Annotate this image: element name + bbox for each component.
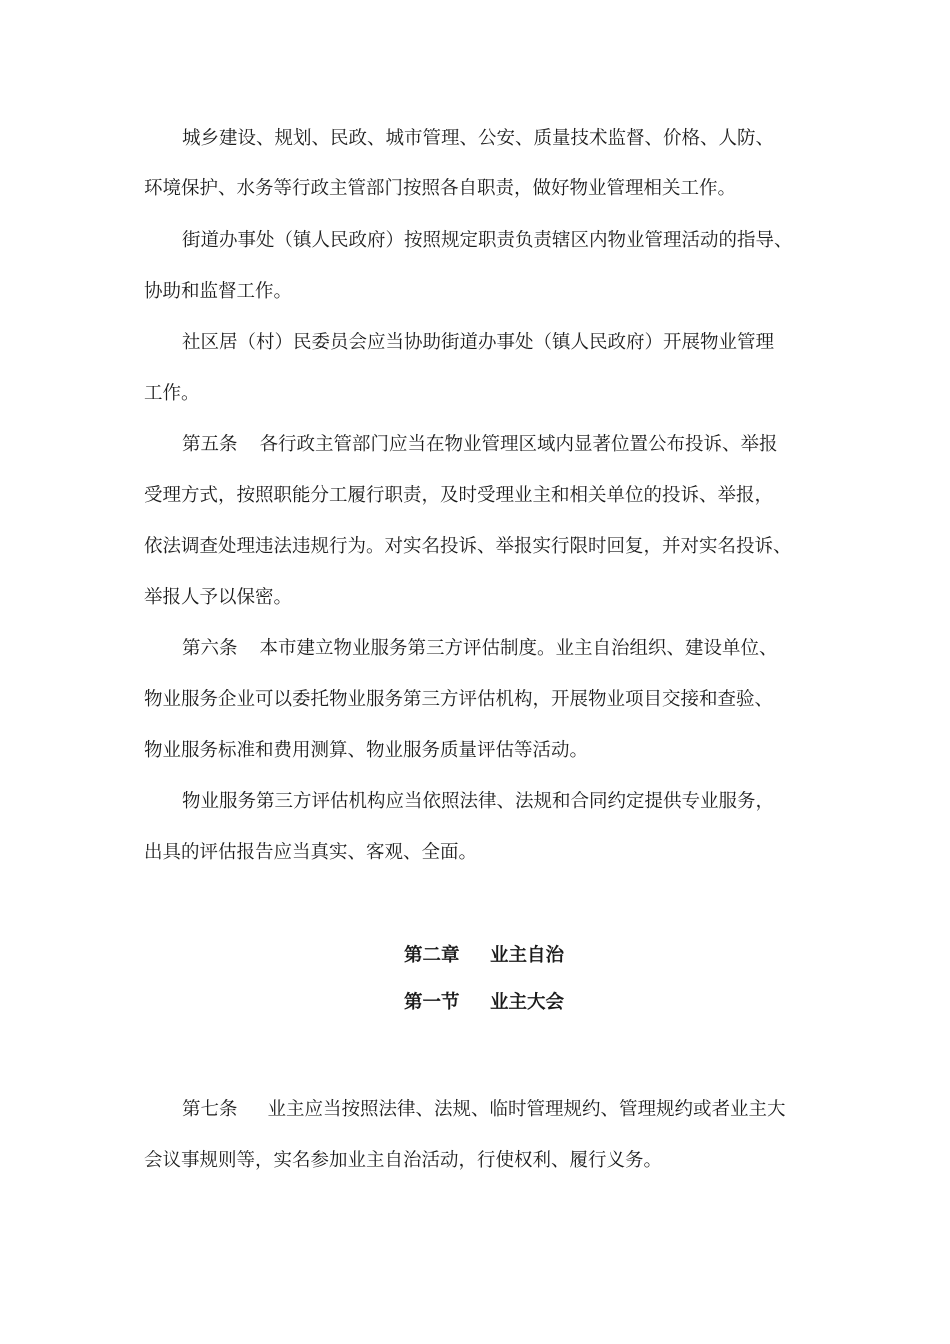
article-7-line-1 [0,1098,950,1122]
section-number: 第一节 [404,992,460,1013]
paragraph-3-line-2: 工作。 [144,383,200,404]
article-6-line-2: 物业服务企业可以委托物业服务第三方评估机构，开展物业项目交接和查验、 [144,689,774,710]
paragraph-2-line-2: 协助和监督工作。 [144,281,293,302]
article-5-line-4: 举报人予以保密。 [144,587,293,608]
article-6-line-1 [0,637,950,661]
section-title: 业主大会 [490,992,565,1013]
article-6-number: 第六条 [182,638,238,659]
article-5-line-1 [0,433,950,457]
paragraph-1-line-1: 城乡建设、规划、民政、城市管理、公安、质量技术监督、价格、人防、 [182,128,775,149]
paragraph-1-line-2: 环境保护、水务等行政主管部门按照各自职责，做好物业管理相关工作。 [144,178,737,199]
article-7-text: 业主应当按照法律、法规、临时管理规约、管理规约或者业主大 [267,1099,786,1120]
article-7-number: 第七条 [182,1099,238,1120]
article-6-text: 本市建立物业服务第三方评估制度。业主自治组织、建设单位、 [259,638,778,659]
paragraph-3-line-1: 社区居（村）民委员会应当协助街道办事处（镇人民政府）开展物业管理 [182,332,775,353]
article-6-line-3: 物业服务标准和费用测算、物业服务质量评估等活动。 [144,740,589,761]
paragraph-7-line-1: 物业服务第三方评估机构应当依照法律、法规和合同约定提供专业服务， [182,791,775,812]
paragraph-7-line-2: 出具的评估报告应当真实、客观、全面。 [144,842,478,863]
article-5-text: 各行政主管部门应当在物业管理区域内显著位置公布投诉、举报 [259,434,778,455]
article-5-number: 第五条 [182,434,238,455]
article-7-line-2: 会议事规则等，实名参加业主自治活动，行使权利、履行义务。 [144,1150,663,1171]
chapter-title: 业主自治 [490,945,565,966]
article-5-line-2: 受理方式，按照职能分工履行职责，及时受理业主和相关单位的投诉、举报， [144,485,774,506]
chapter-number: 第二章 [404,945,460,966]
article-5-line-3: 依法调查处理违法违规行为。对实名投诉、举报实行限时回复，并对实名投诉、 [144,536,792,557]
paragraph-2-line-1: 街道办事处（镇人民政府）按照规定职责负责辖区内物业管理活动的指导、 [182,230,793,251]
